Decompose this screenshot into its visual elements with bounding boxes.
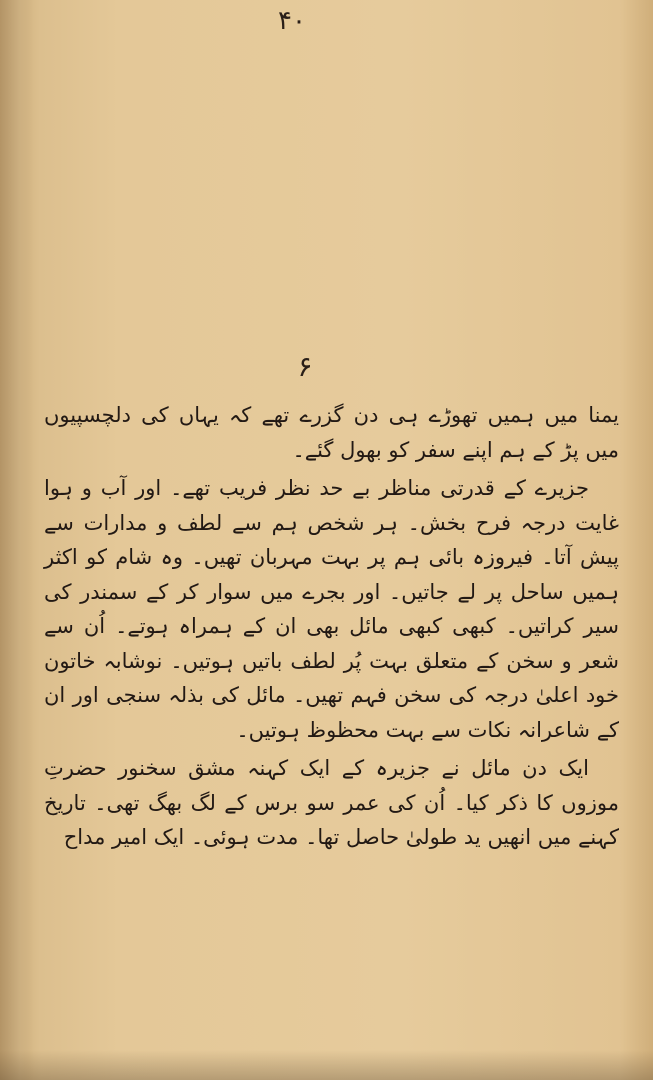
paragraph-2: جزیرے کے قدرتی مناظر بے حد نظر فریب تھے۔ اور آب و ہوا غایت درجہ فرح بخش۔ ہر شخص ہم سے لطف و مدارات سے پیش آتا۔ فیروزہ بائی ہم پر بہت مہربان تھیں۔ وہ شام کو اکثر ہمیں ساحل پر لے جاتیں۔ اور بجرے میں سوار کر کے سمندر کی سیر کراتیں۔ کبھی کبھی مائل بھی ان کے ہمراہ ہوتے۔ اُن سے شعر و سخن کے متعلق بہت پُر لطف باتیں ہوتیں۔ نوشابہ خاتون خود اعلیٰ درجہ کی سخن فہم تھیں۔ مائل کی بذلہ سنجی اور ان کے شاعرانہ نکات سے بہت محظوظ ہوتیں۔ [44,476,619,742]
body-text [44,398,619,855]
page-number: ۴۰ [278,6,306,36]
page-bottom-shadow [0,1050,653,1080]
paragraph-1: یمنا میں ہمیں تھوڑے ہی دن گزرے تھے کہ یہاں کی دلچسپیوں میں پڑ کے ہم اپنے سفر کو بھول گئے۔ [44,403,619,462]
chapter-number: ۶ [297,350,313,383]
paragraph-3: ایک دن مائل نے جزیرہ کے ایک کہنہ مشق سخنور حضرتِ موزوں کا ذکر کیا۔ اُن کی عمر سو برس کے لگ بھگ تھی۔ تاریخ کہنے میں انھیں ید طولیٰ حاصل تھا۔ مدت ہوئی۔ ایک امیر مداح [44,756,619,849]
book-spine-shadow [0,0,34,1080]
